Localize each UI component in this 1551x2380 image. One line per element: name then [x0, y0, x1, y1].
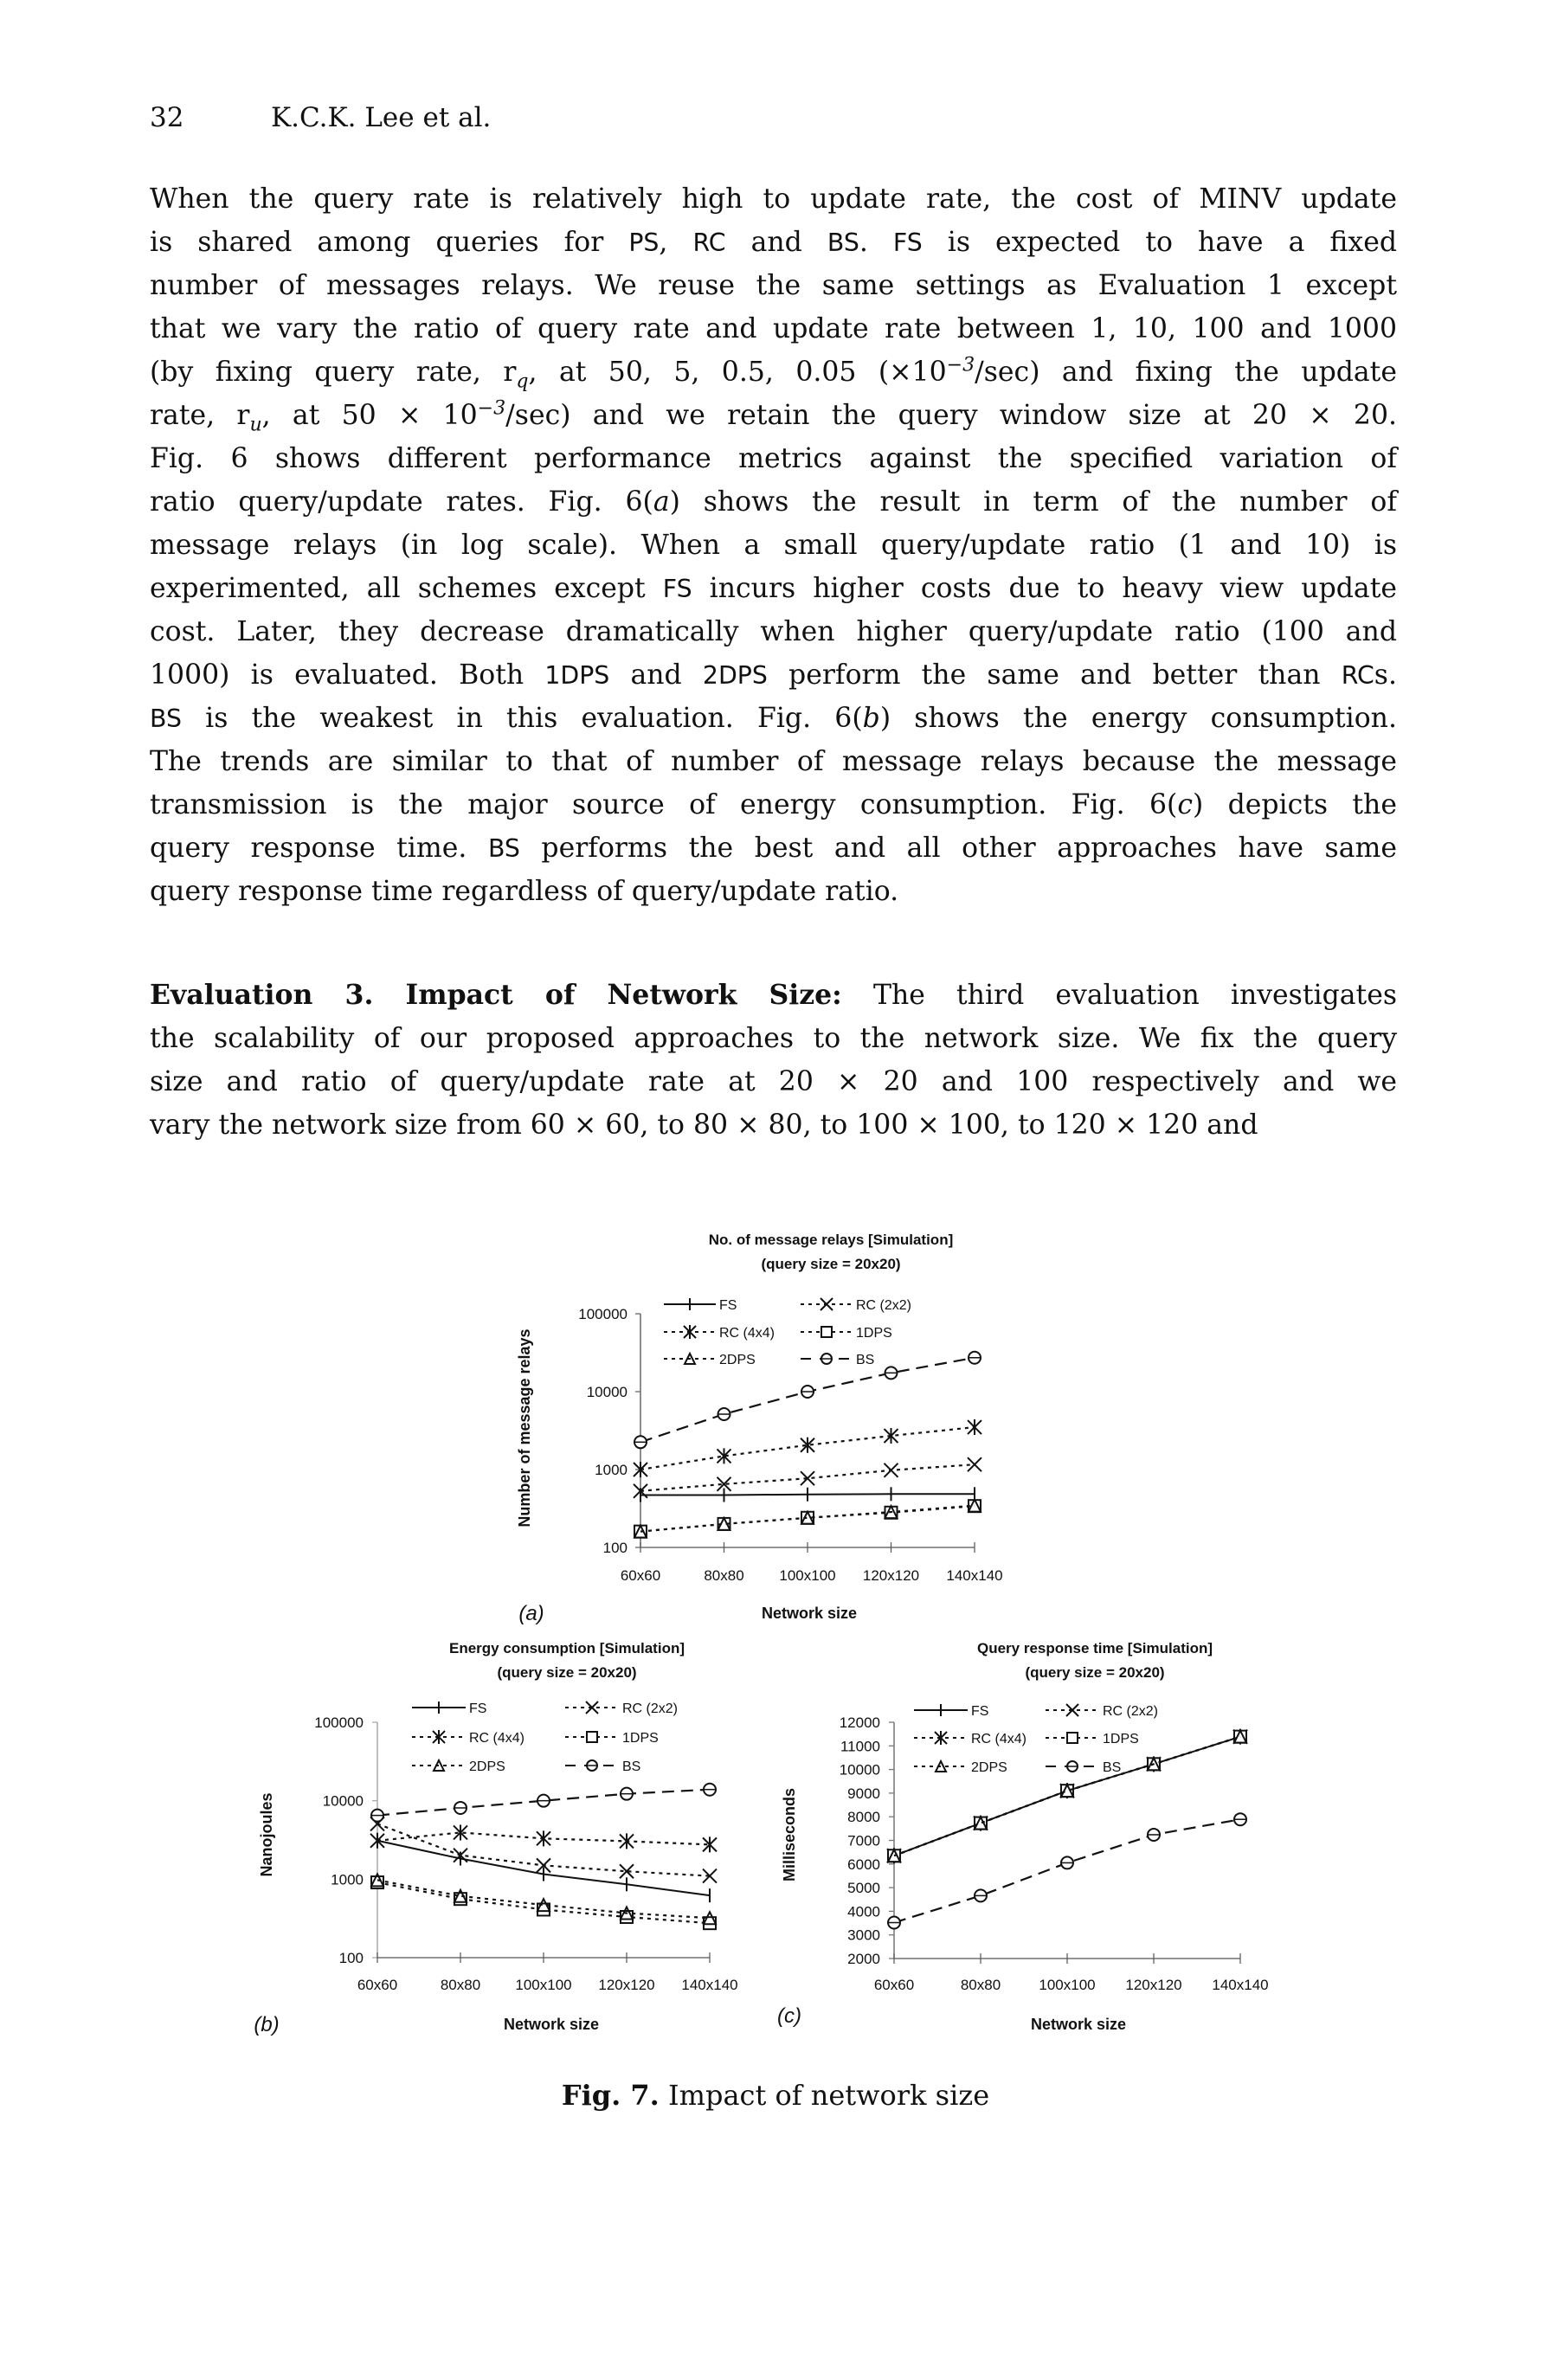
figure-caption [0, 2079, 1551, 2112]
text-run: query response time. [150, 833, 488, 864]
y-tick-label: 5000 [847, 1880, 880, 1897]
marker-asterisk [684, 1325, 696, 1339]
y-tick-label: 1000 [331, 1871, 364, 1888]
legend-item [1046, 1760, 1121, 1775]
text-line [150, 827, 1397, 870]
text-run: number of messages relays. We reuse the same settings as Evaluation 1 except [150, 270, 1397, 301]
scheme-name: RC [1341, 661, 1374, 690]
legend-item [565, 1701, 678, 1716]
y-tick-label: 11000 [840, 1738, 880, 1755]
x-axis-title: Network size [1030, 2016, 1127, 2033]
text-run: ) depicts the [1192, 789, 1397, 820]
series-fs [640, 1487, 975, 1502]
page-number: 32 [150, 102, 184, 133]
text-run: size and ratio of query/update rate at 20 × 20 and 100 respectively and we [150, 1066, 1397, 1097]
text-run: When the query rate is relatively high to update rate, the cost of MINV update [150, 183, 1397, 215]
scheme-name: FS [892, 228, 923, 257]
chart-legend [664, 1298, 911, 1367]
text-line [150, 740, 1397, 783]
scheme-name: 1DPS [544, 661, 610, 690]
text-line [150, 394, 1397, 437]
chart-a [516, 1232, 1003, 1625]
series-bs [634, 1352, 981, 1449]
text-run: cost. Later, they decrease dramatically when higher query/update ratio (100 and [150, 616, 1397, 647]
legend-item [412, 1759, 505, 1774]
marker-x [1066, 1704, 1078, 1716]
legend-item [914, 1760, 1007, 1775]
x-tick-label: 140x140 [946, 1567, 1003, 1584]
text-run: u [249, 414, 262, 436]
text-run: (by fixing query rate, r [150, 357, 517, 388]
text-run: the scalability of our proposed approaches to the network size. We fix the query [150, 1023, 1397, 1054]
marker-asterisk [433, 1730, 445, 1744]
text-run: , [659, 227, 693, 258]
scheme-name: BS [487, 834, 520, 863]
text-line [150, 221, 1397, 264]
text-line [150, 653, 1397, 697]
text-line [150, 1060, 1397, 1103]
legend-item [664, 1325, 775, 1341]
legend-label: RC (4x4) [469, 1731, 525, 1746]
y-axis-title: Milliseconds [781, 1787, 798, 1882]
series-rc-4x4- [634, 1419, 981, 1477]
legend-item [1046, 1732, 1139, 1746]
y-tick-label: 100000 [314, 1714, 364, 1731]
y-axis-title: Number of message relays [516, 1328, 533, 1528]
chart-title: Query response time [Simulation] [976, 1640, 1213, 1656]
text-line [150, 610, 1397, 653]
x-tick-label: 100x100 [515, 1977, 572, 1993]
text-run: −3 [477, 397, 506, 420]
legend-item [801, 1353, 874, 1367]
marker-x [885, 1463, 898, 1477]
text-line [150, 697, 1397, 740]
marker-square [1067, 1733, 1078, 1743]
text-run: incurs higher costs due to heavy view update [692, 573, 1397, 604]
body-paragraph-evaluation-2 [150, 177, 1397, 913]
legend-label: RC (4x4) [971, 1732, 1027, 1746]
marker-square [821, 1327, 832, 1337]
marker-x [586, 1701, 598, 1714]
text-run: transmission is the major source of energy consumption. Fig. 6( [150, 789, 1178, 820]
x-tick-label: 120x120 [1125, 1977, 1182, 1993]
x-tick-label: 140x140 [1212, 1977, 1269, 1993]
scheme-name: RC [692, 228, 726, 257]
text-run: ) shows the result in term of the number of [669, 486, 1398, 518]
chart-c [777, 1640, 1269, 2033]
legend-label: BS [856, 1353, 875, 1367]
legend-item [412, 1701, 486, 1716]
figure-caption-text: Impact of network size [659, 2079, 990, 2112]
text-run: vary the network size from 60 × 60, to 80 × 80, to 100 × 100, to 120 × 120 and [150, 1110, 1258, 1141]
text-run: q [516, 370, 529, 393]
x-tick-label: 80x80 [960, 1977, 1001, 1993]
text-run: Fig. 6 shows different performance metrics against the specified variation of [150, 443, 1397, 474]
text-run: experimented, all schemes except [150, 573, 663, 604]
text-line [150, 524, 1397, 567]
text-run: The trends are similar to that of number of message relays because the message [150, 746, 1397, 777]
text-run: that we vary the ratio of query rate and update rate between 1, 10, 100 and 1000 [150, 313, 1397, 344]
legend-label: 1DPS [856, 1326, 892, 1341]
text-run: /sec) and we retain the query window size at 20 × 20. [505, 400, 1397, 431]
text-run: b [862, 703, 880, 734]
x-tick-label: 60x60 [873, 1977, 915, 1993]
marker-asterisk [935, 1731, 947, 1745]
y-tick-label: 2000 [847, 1951, 880, 1967]
x-axis-title: Network size [503, 2016, 600, 2033]
x-tick-label: 60x60 [620, 1567, 661, 1584]
series-bs [371, 1784, 716, 1822]
legend-label: RC (2x2) [856, 1298, 912, 1313]
text-run: performs the best and all other approaches have same [519, 833, 1397, 864]
text-run: ratio query/update rates. Fig. 6( [150, 486, 653, 518]
marker-asterisk [370, 1833, 384, 1849]
scheme-name: PS [628, 228, 660, 257]
text-line [150, 783, 1397, 827]
legend-label: 2DPS [971, 1760, 1007, 1775]
text-line [150, 264, 1397, 307]
y-tick-label: 100 [338, 1950, 364, 1966]
text-run: , at 50, 5, 0.5, 0.05 (×10 [528, 357, 947, 388]
y-tick-label: 3000 [847, 1927, 880, 1944]
y-tick-label: 7000 [847, 1832, 880, 1849]
marker-x [703, 1869, 717, 1883]
series-rc-4x4- [370, 1824, 717, 1852]
text-run: is shared among queries for [150, 227, 629, 258]
legend-label: BS [1103, 1760, 1122, 1775]
series-2dps [888, 1731, 1246, 1862]
series-1dps [634, 1500, 981, 1537]
text-run: c [1177, 789, 1193, 820]
y-axis-title: Nanojoules [258, 1792, 275, 1877]
text-run: −3 [946, 354, 975, 376]
text-line [150, 870, 1397, 913]
x-axis-title: Network size [761, 1605, 858, 1622]
legend-label: 2DPS [719, 1353, 756, 1367]
running-head [150, 102, 491, 133]
scheme-name: BS [150, 704, 182, 733]
scheme-name: FS [662, 575, 692, 603]
text-run: , at 50 × 10 [261, 400, 478, 431]
legend-label: RC (2x2) [1103, 1704, 1159, 1719]
marker-asterisk [968, 1419, 981, 1435]
legend-label: FS [469, 1701, 487, 1716]
chart-legend [914, 1704, 1158, 1775]
text-line [150, 1017, 1397, 1060]
legend-label: FS [971, 1704, 989, 1719]
y-tick-label: 8000 [847, 1809, 880, 1826]
y-tick-label: 1000 [595, 1462, 627, 1478]
legend-item [1046, 1704, 1158, 1719]
figure-caption-label: Fig. 7. [561, 2079, 660, 2112]
legend-item [412, 1730, 525, 1746]
x-tick-label: 100x100 [779, 1567, 836, 1584]
figure-7 [0, 1194, 1551, 2068]
running-head-authors: K.C.K. Lee et al. [271, 102, 492, 133]
y-tick-label: 10000 [839, 1761, 880, 1779]
y-tick-label: 4000 [847, 1903, 880, 1920]
text-run: The third evaluation investigates [841, 980, 1397, 1011]
scheme-name: 2DPS [702, 661, 768, 690]
text-run: ) shows the energy consumption. [879, 703, 1397, 734]
y-tick-label: 6000 [847, 1856, 880, 1873]
panel-label: (c) [777, 2004, 801, 2028]
text-line [150, 974, 1397, 1017]
series-line [640, 1358, 975, 1443]
legend-label: FS [719, 1298, 737, 1313]
text-line [150, 307, 1397, 351]
y-tick-label: 100 [602, 1540, 627, 1556]
text-run: is the weakest in this evaluation. Fig. 6( [181, 703, 863, 734]
text-run: . [859, 227, 893, 258]
legend-item [664, 1298, 737, 1313]
y-tick-label: 10000 [586, 1384, 627, 1400]
x-tick-label: 60x60 [357, 1977, 398, 1993]
legend-item [914, 1704, 988, 1719]
section-heading: Evaluation 3. Impact of Network Size: [150, 979, 842, 1011]
text-line [150, 437, 1397, 480]
legend-item [914, 1731, 1026, 1746]
legend-item [801, 1298, 911, 1313]
y-tick-label: 10000 [322, 1792, 364, 1810]
text-run: and [609, 659, 703, 691]
y-tick-label: 9000 [847, 1785, 880, 1802]
legend-label: RC (4x4) [719, 1326, 776, 1341]
text-line [150, 351, 1397, 394]
legend-label: 1DPS [1103, 1732, 1139, 1746]
legend-item [565, 1731, 659, 1746]
scheme-name: BS [827, 228, 859, 257]
text-run: perform the same and better than [767, 659, 1342, 691]
text-run: query response time regardless of query/update ratio. [150, 876, 899, 907]
text-line [150, 480, 1397, 524]
chart-title: No. of message relays [Simulation] [708, 1232, 954, 1248]
chart-subtitle: (query size = 20x20) [761, 1256, 901, 1272]
legend-label: 2DPS [469, 1759, 505, 1774]
x-tick-label: 80x80 [440, 1977, 481, 1993]
marker-asterisk [620, 1833, 634, 1849]
series-bs [888, 1813, 1246, 1928]
chart-legend [412, 1701, 678, 1774]
legend-item [565, 1759, 640, 1774]
legend-item [801, 1326, 892, 1341]
text-run: 1000) is evaluated. Both [150, 659, 545, 691]
x-tick-label: 100x100 [1039, 1977, 1096, 1993]
x-tick-label: 140x140 [681, 1977, 738, 1993]
legend-label: RC (2x2) [622, 1701, 679, 1716]
series-line [894, 1819, 1240, 1922]
marker-square [587, 1732, 597, 1742]
panel-label: (b) [254, 2013, 280, 2036]
series-1dps [371, 1876, 716, 1929]
x-tick-label: 80x80 [704, 1567, 744, 1584]
chart-subtitle: (query size = 20x20) [497, 1664, 637, 1681]
text-line [150, 1103, 1397, 1147]
panel-label: (a) [518, 1602, 544, 1625]
text-line [150, 567, 1397, 610]
body-paragraph-evaluation-3 [150, 974, 1397, 1147]
text-run: is expected to have a fixed [922, 227, 1398, 258]
text-run: and [725, 227, 827, 258]
legend-label: 1DPS [622, 1731, 659, 1746]
text-run: a [653, 486, 670, 518]
text-run: rate, r [150, 400, 250, 431]
text-run: s. [1374, 659, 1397, 691]
x-tick-label: 120x120 [598, 1977, 655, 1993]
legend-label: BS [622, 1759, 641, 1774]
marker-x [821, 1298, 833, 1310]
legend-item [664, 1353, 756, 1367]
text-line [150, 177, 1397, 221]
y-tick-label: 100000 [578, 1306, 627, 1322]
y-tick-label: 12000 [839, 1714, 880, 1731]
x-tick-label: 120x120 [862, 1567, 920, 1584]
text-run: message relays (in log scale). When a small query/update ratio (1 and 10) is [150, 530, 1397, 561]
chart-b [254, 1640, 737, 2036]
chart-subtitle: (query size = 20x20) [1025, 1664, 1165, 1681]
text-run: /sec) and fixing the update [975, 357, 1397, 388]
series-2dps [371, 1874, 716, 1924]
chart-title: Energy consumption [Simulation] [448, 1640, 685, 1656]
